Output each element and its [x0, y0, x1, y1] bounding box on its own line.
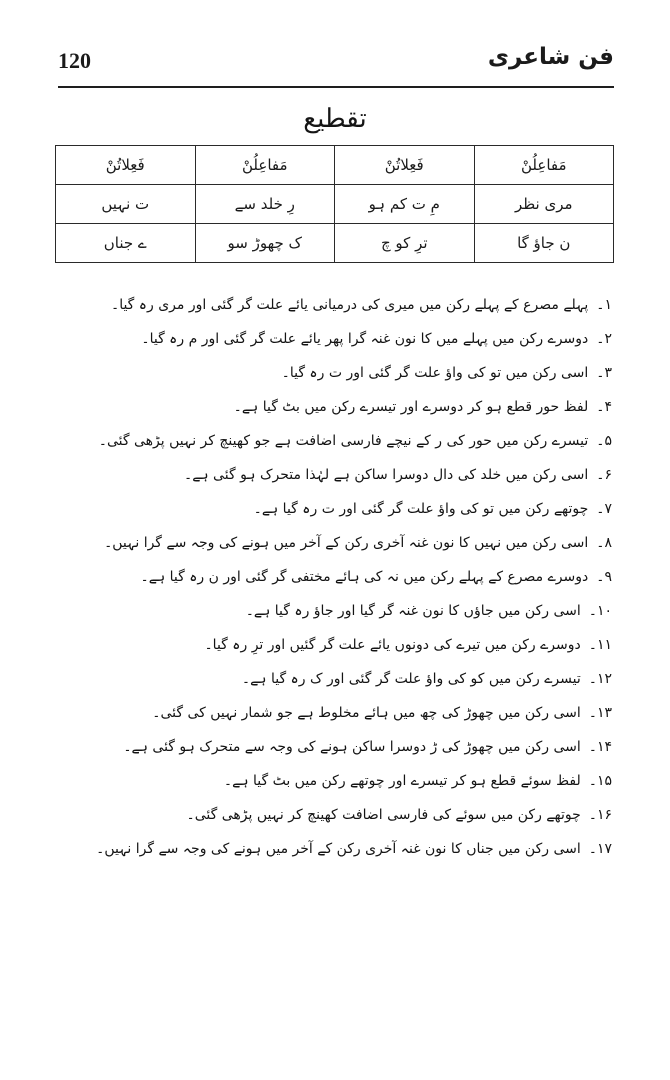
list-item — [52, 730, 612, 764]
note-text: اسی رکن میں خلد کی دال دوسرا ساکن ہے لہٰذا متحرک ہو گئی ہے۔ — [184, 467, 589, 483]
note-number: ۶۔ — [596, 467, 612, 483]
section-title: تقطیع — [303, 104, 367, 134]
table-cell: ترِ کو چ — [335, 224, 475, 263]
list-item — [52, 322, 612, 356]
table-cell: مَفاعِلُنْ — [474, 146, 614, 185]
note-text: اسی رکن میں جناں کا نون غنہ آخری رکن کے آخر میں ہونے کی وجہ سے گرا نہیں۔ — [96, 841, 581, 857]
list-item — [52, 288, 612, 322]
list-item — [52, 594, 612, 628]
note-text: تیسرے رکن میں کو کی واؤ علت گر گئی اور ک رہ گیا ہے۔ — [241, 671, 581, 687]
list-item — [52, 798, 612, 832]
note-number: ۱۶۔ — [588, 807, 612, 823]
note-text: اسی رکن میں تو کی واؤ علت گر گئی اور ت رہ گیا۔ — [281, 365, 589, 381]
table-row — [56, 224, 614, 263]
page-header — [58, 44, 614, 84]
note-text: اسی رکن میں نہیں کا نون غنہ آخری رکن کے آخر میں ہونے کی وجہ سے گرا نہیں۔ — [104, 535, 589, 551]
list-item — [52, 696, 612, 730]
list-item — [52, 458, 612, 492]
note-number: ۱۷۔ — [588, 841, 612, 857]
note-number: ۴۔ — [596, 399, 612, 415]
table-cell: مری نظر — [474, 185, 614, 224]
table-header-row — [56, 146, 614, 185]
table-cell: ے جناں — [56, 224, 196, 263]
scansion-table — [55, 145, 614, 263]
note-number: ۱۲۔ — [588, 671, 612, 687]
note-text: دوسرے مصرع کے پہلے رکن میں نہ کی ہائے مختفی گر گئی اور ن رہ گیا ہے۔ — [140, 569, 589, 585]
note-text: پہلے مصرع کے پہلے رکن میں میری کی درمیانی یائے علت گر گئی اور مری رہ گیا۔ — [110, 297, 589, 313]
note-text: لفظ سوئے قطع ہو کر تیسرے اور چوتھے رکن میں بٹ گیا ہے۔ — [223, 773, 581, 789]
list-item — [52, 662, 612, 696]
table-cell: رِ خلد سے — [195, 185, 335, 224]
note-number: ۱۵۔ — [588, 773, 612, 789]
list-item — [52, 492, 612, 526]
table-row — [56, 185, 614, 224]
note-text: اسی رکن میں جاؤں کا نون غنہ گر گیا اور جاؤ رہ گیا ہے۔ — [245, 603, 581, 619]
note-number: ۱۰۔ — [588, 603, 612, 619]
table-cell: مَفاعِلُنْ — [195, 146, 335, 185]
header-divider — [58, 86, 614, 88]
note-number: ۱۳۔ — [588, 705, 612, 721]
list-item — [52, 628, 612, 662]
note-number: ۹۔ — [596, 569, 612, 585]
note-text: لفظ حور قطع ہو کر دوسرے اور تیسرے رکن میں بٹ گیا ہے۔ — [233, 399, 589, 415]
note-number: ۲۔ — [596, 331, 612, 347]
note-number: ۳۔ — [596, 365, 612, 381]
table-cell: ت نہیں — [56, 185, 196, 224]
table-cell: فَعِلاتُنْ — [56, 146, 196, 185]
note-text: اسی رکن میں چھوڑ کی ڑ دوسرا ساکن ہونے کی وجہ سے متحرک ہو گئی ہے۔ — [123, 739, 581, 755]
note-text: اسی رکن میں چھوڑ کی چھ میں ہائے مخلوط ہے جو شمار نہیں کی گئی۔ — [152, 705, 581, 721]
table-cell: ک چھوڑ سو — [195, 224, 335, 263]
explanation-list — [52, 288, 612, 866]
note-number: ۵۔ — [596, 433, 612, 449]
list-item — [52, 424, 612, 458]
note-text: دوسرے رکن میں پہلے میں کا نون غنہ گرا پھر یائے علت گر گئی اور م رہ گیا۔ — [141, 331, 589, 347]
list-item — [52, 356, 612, 390]
note-text: چوتھے رکن میں تو کی واؤ علت گر گئی اور ت رہ گیا ہے۔ — [253, 501, 589, 517]
list-item — [52, 390, 612, 424]
note-text: تیسرے رکن میں حور کی ر کے نیچے فارسی اضافت ہے جو کھینچ کر نہیں پڑھی گئی۔ — [98, 433, 589, 449]
note-number: ۱۔ — [596, 297, 612, 313]
book-title: فن شاعری — [487, 44, 614, 70]
note-number: ۱۴۔ — [588, 739, 612, 755]
list-item — [52, 560, 612, 594]
note-number: ۷۔ — [596, 501, 612, 517]
note-text: دوسرے رکن میں تیرے کی دونوں یائے علت گر گئیں اور ترِ رہ گیا۔ — [204, 637, 581, 653]
list-item — [52, 764, 612, 798]
note-text: چوتھے رکن میں سوئے کی فارسی اضافت کھینچ کر نہیں پڑھی گئی۔ — [186, 807, 581, 823]
table-cell: مِ ت کم ہو — [335, 185, 475, 224]
list-item — [52, 832, 612, 866]
note-number: ۱۱۔ — [588, 637, 612, 653]
note-number: ۸۔ — [596, 535, 612, 551]
list-item — [52, 526, 612, 560]
page-number: 120 — [58, 48, 91, 73]
table-cell: فَعِلاتُنْ — [335, 146, 475, 185]
table-cell: ن جاؤ گا — [474, 224, 614, 263]
